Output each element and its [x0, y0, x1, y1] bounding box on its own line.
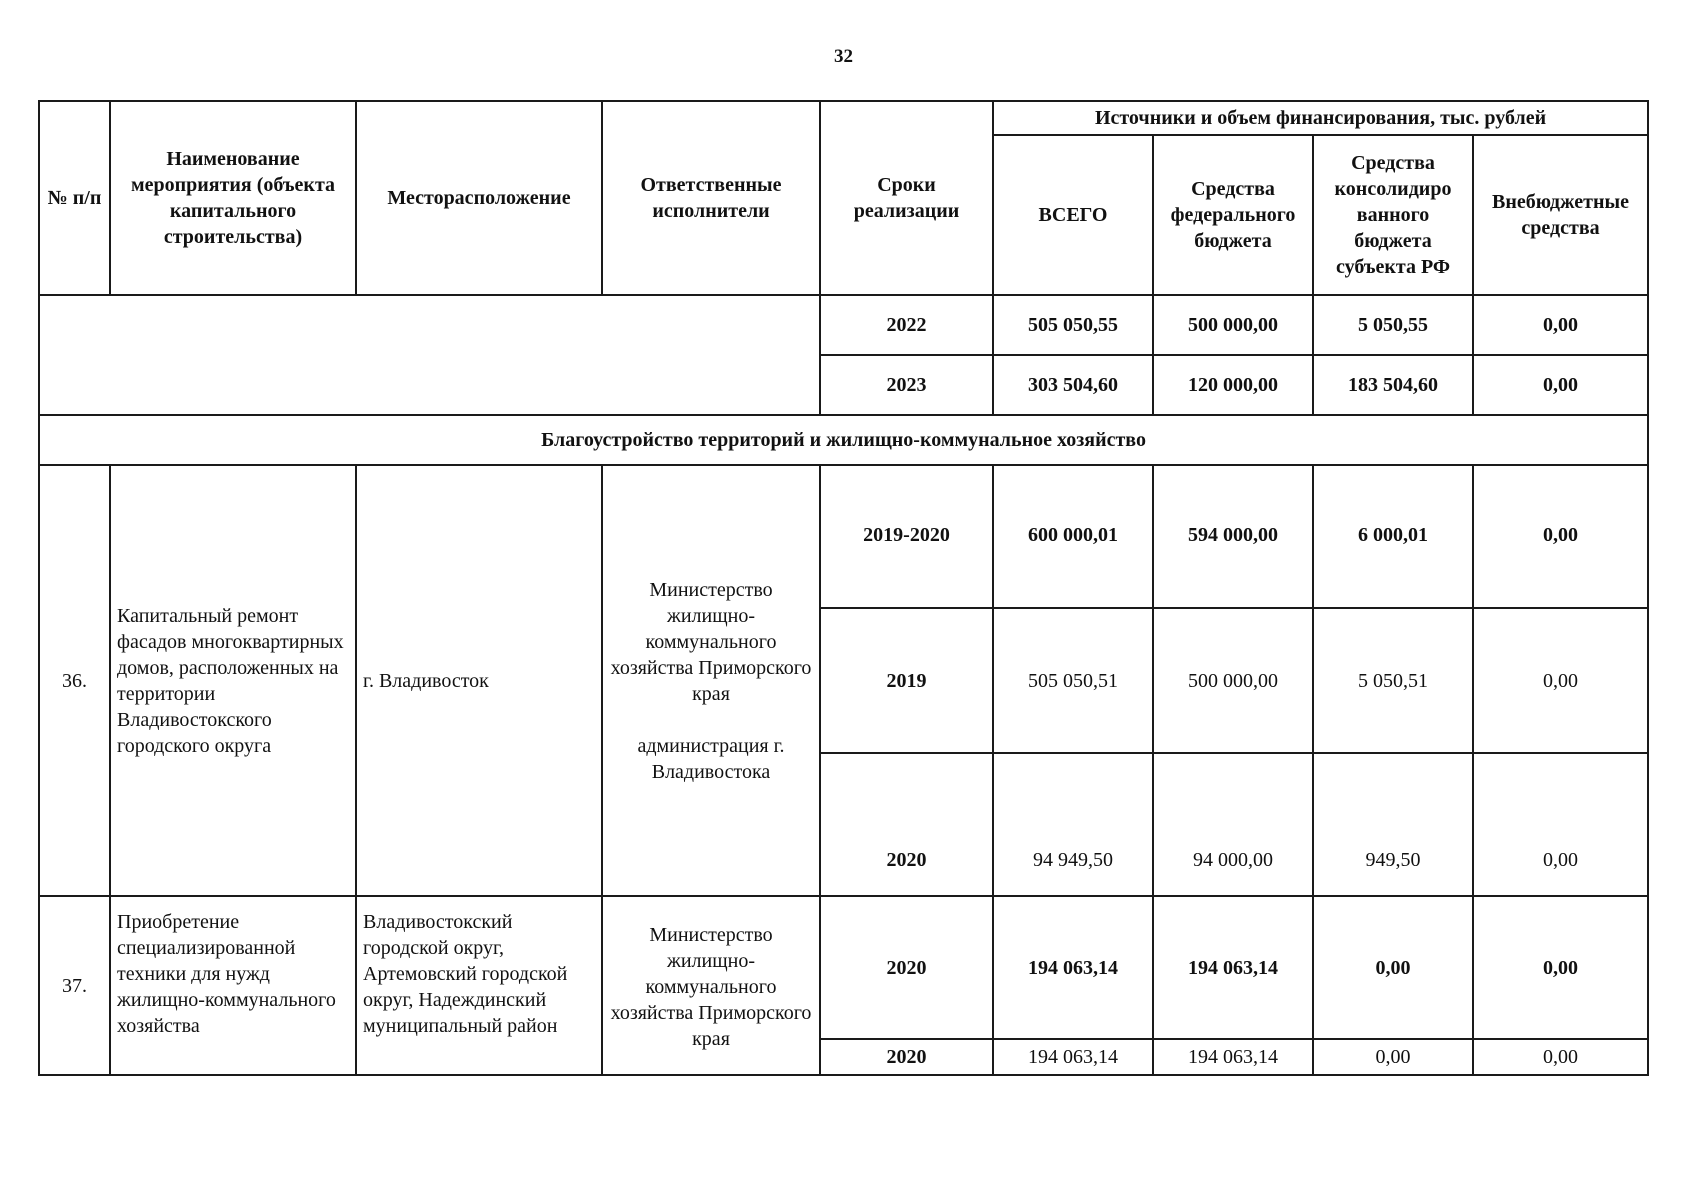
header-terms: Сроки реализации: [820, 101, 993, 295]
section-row: [39, 415, 1648, 465]
header-name: Наименование мероприятия (объекта капитального строительства): [110, 101, 356, 295]
header-location: Месторасположение: [356, 101, 602, 295]
header-sources-title: Источники и объем финансирования, тыс. рублей: [993, 101, 1648, 135]
regional-cell: 5 050,55: [1313, 295, 1473, 355]
extra-cell: 0,00: [1473, 753, 1648, 896]
table-row: [39, 295, 1648, 355]
year-cell: 2020: [820, 753, 993, 896]
federal-cell: 94 000,00: [1153, 753, 1313, 896]
header-extra: Внебюджетные средства: [1473, 135, 1648, 295]
header-regional: Средства консолидиро ванного бюджета субъекта РФ: [1313, 135, 1473, 295]
year-cell: 2020: [820, 896, 993, 1039]
item-number: 37.: [39, 896, 110, 1075]
federal-cell: 194 063,14: [1153, 1039, 1313, 1075]
federal-cell: 594 000,00: [1153, 465, 1313, 608]
header-row-1: [39, 101, 1648, 135]
extra-cell: 0,00: [1473, 608, 1648, 753]
regional-cell: 5 050,51: [1313, 608, 1473, 753]
section-title: Благоустройство территорий и жилищно-коммунальное хозяйство: [39, 415, 1648, 465]
federal-cell: 500 000,00: [1153, 295, 1313, 355]
total-cell: 600 000,01: [993, 465, 1153, 608]
regional-cell: 0,00: [1313, 1039, 1473, 1075]
federal-cell: 120 000,00: [1153, 355, 1313, 415]
extra-cell: 0,00: [1473, 1039, 1648, 1075]
item-executors: [602, 465, 820, 896]
financing-table: [38, 100, 1649, 1076]
extra-cell: 0,00: [1473, 896, 1648, 1039]
header-num: № п/п: [39, 101, 110, 295]
total-cell: 505 050,51: [993, 608, 1153, 753]
empty-merged-cell: [39, 295, 820, 415]
header-federal: Средства федерального бюджета: [1153, 135, 1313, 295]
item-name: Капитальный ремонт фасадов многоквартирных домов, расположенных на территории Владивостокского городского округа: [110, 465, 356, 896]
federal-cell: 500 000,00: [1153, 608, 1313, 753]
year-cell: 2019: [820, 608, 993, 753]
item-executors: Министерство жилищно-коммунального хозяйства Приморского края: [602, 896, 820, 1075]
regional-cell: 949,50: [1313, 753, 1473, 896]
item-number: 36.: [39, 465, 110, 896]
extra-cell: 0,00: [1473, 355, 1648, 415]
page-number: 32: [834, 46, 853, 67]
header-executors: Ответственные исполнители: [602, 101, 820, 295]
year-cell: 2019-2020: [820, 465, 993, 608]
total-cell: 194 063,14: [993, 1039, 1153, 1075]
total-cell: 505 050,55: [993, 295, 1153, 355]
item-name: Приобретение специализированной техники для нужд жилищно-коммунального хозяйства: [110, 896, 356, 1075]
year-cell: 2022: [820, 295, 993, 355]
table-row: [39, 465, 1648, 608]
regional-cell: 0,00: [1313, 896, 1473, 1039]
item-location: г. Владивосток: [356, 465, 602, 896]
executor-ministry: Министерство жилищно-коммунального хозяйства Приморского края: [610, 578, 812, 705]
table-row: [39, 896, 1648, 1039]
federal-cell: 194 063,14: [1153, 896, 1313, 1039]
year-cell: 2020: [820, 1039, 993, 1075]
total-cell: 94 949,50: [993, 753, 1153, 896]
total-cell: 194 063,14: [993, 896, 1153, 1039]
item-location: Владивостокский городской округ, Артемовский городской округ, Надеждинский муниципальный район: [356, 896, 602, 1075]
extra-cell: 0,00: [1473, 465, 1648, 608]
executor-administration: администрация г. Владивостока: [637, 734, 785, 783]
header-total: ВСЕГО: [993, 135, 1153, 295]
total-cell: 303 504,60: [993, 355, 1153, 415]
extra-cell: 0,00: [1473, 295, 1648, 355]
regional-cell: 183 504,60: [1313, 355, 1473, 415]
year-cell: 2023: [820, 355, 993, 415]
regional-cell: 6 000,01: [1313, 465, 1473, 608]
